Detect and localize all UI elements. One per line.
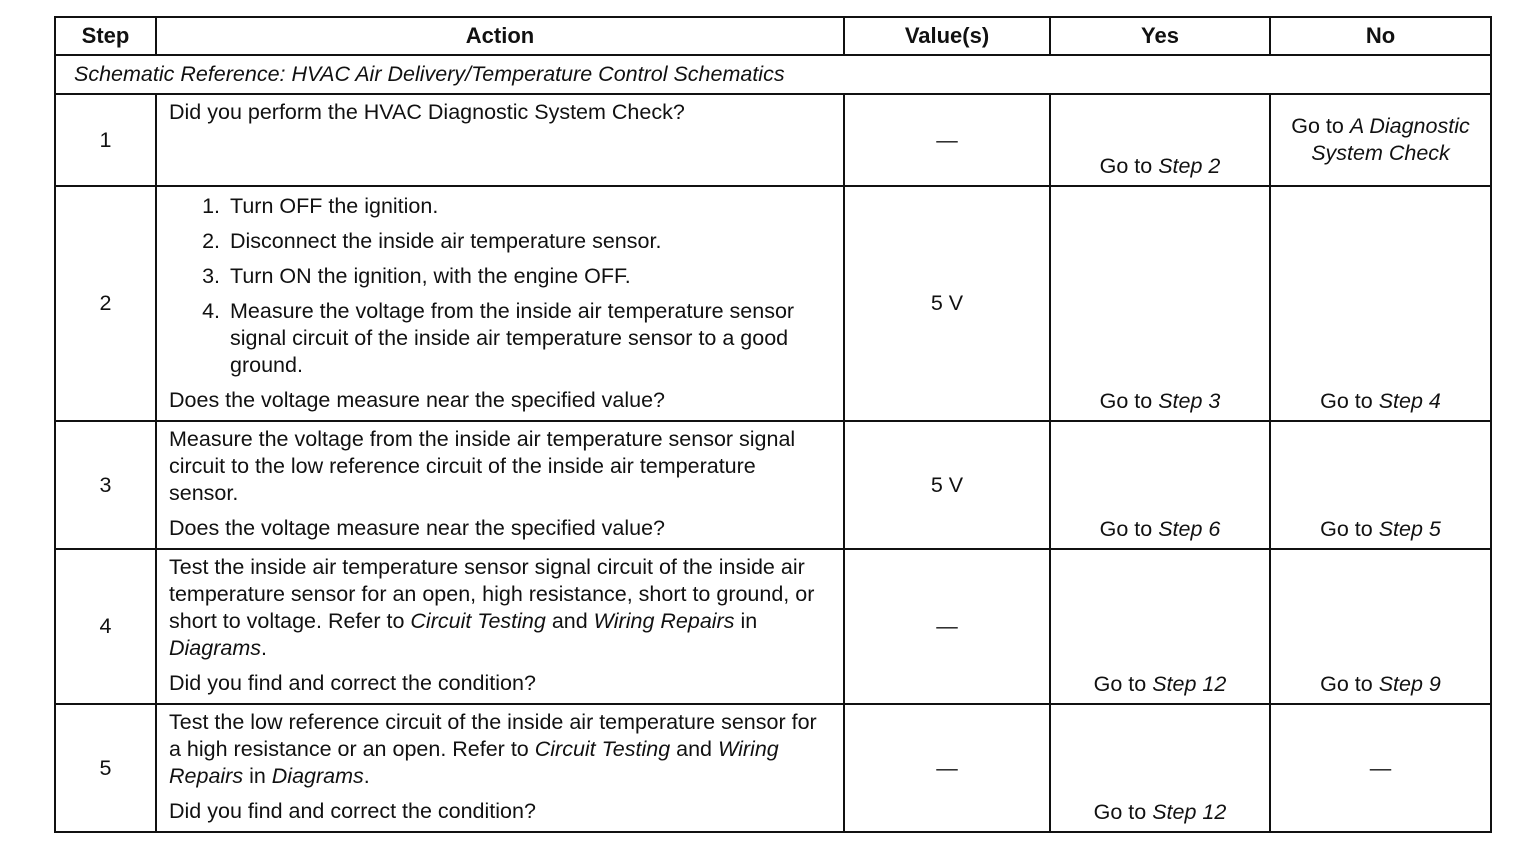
substep: 4. Measure the voltage from the inside air temperature sensor signal circuit of the inside air temperature sensor to a good ground. [226,298,831,379]
question-text: Does the voltage measure near the specified value? [169,388,666,412]
connector-in: in [734,609,758,633]
table-row [55,94,1491,186]
action-cell [156,704,844,832]
connector-and: and [545,609,594,633]
yes-prefix: Go to [1099,517,1159,541]
yes-link[interactable]: Step 12 [1152,672,1227,696]
action-cell [156,549,844,704]
no-cell [1270,186,1491,421]
action-text: Did you perform the HVAC Diagnostic System Check? [169,100,685,124]
yes-prefix: Go to [1093,672,1153,696]
substep: 1. Turn OFF the ignition. [226,193,831,220]
no-prefix: Go to [1320,672,1379,696]
schematic-reference: Schematic Reference: HVAC Air Delivery/Temperature Control Schematics [55,55,1491,94]
step-number: 2 [55,186,156,421]
yes-cell [1050,186,1270,421]
action-text [169,709,831,790]
yes-cell [1050,704,1270,832]
no-prefix: Go to [1320,517,1379,541]
yes-link[interactable]: Step 2 [1158,154,1221,178]
value-cell: — [844,94,1050,186]
no-cell [1270,549,1491,704]
period: . [363,764,370,788]
table-row [55,549,1491,704]
table-row [55,421,1491,549]
action-body: Test the low reference circuit of the inside air temperature sensor for a high resistance or an open. Refer to [169,710,817,761]
header-step: Step [55,17,156,55]
no-link[interactable]: Step 4 [1378,389,1441,413]
header-row [55,17,1491,55]
substep: 3. Turn ON the ignition, with the engine OFF. [226,263,831,290]
connector-in: in [243,764,272,788]
yes-prefix: Go to [1099,154,1159,178]
value-cell: 5 V [844,186,1050,421]
ref-circuit-testing[interactable]: Circuit Testing [410,609,546,633]
period: . [261,636,267,660]
yes-cell [1050,421,1270,549]
substep-list [169,193,831,379]
action-text: Measure the voltage from the inside air temperature sensor signal circuit to the low reference circuit of the inside air temperature sensor. [169,427,796,505]
yes-cell [1050,549,1270,704]
table-row [55,186,1491,421]
ref-wiring-repairs[interactable]: Wiring Repairs [593,609,735,633]
yes-link[interactable]: Step 12 [1152,800,1227,824]
header-yes: Yes [1050,17,1270,55]
yes-cell [1050,94,1270,186]
question-text: Did you find and correct the condition? [169,671,536,695]
value-cell: 5 V [844,421,1050,549]
header-action: Action [156,17,844,55]
no-link[interactable]: Step 9 [1378,672,1441,696]
value-cell: — [844,549,1050,704]
diagnostic-table [54,16,1492,833]
schematic-row [55,55,1491,94]
yes-prefix: Go to [1099,389,1159,413]
no-cell: — [1270,704,1491,832]
no-link[interactable]: A Diagnostic System Check [1311,114,1470,165]
question-text: Did you find and correct the condition? [169,799,536,823]
no-prefix: Go to [1291,114,1350,138]
yes-prefix: Go to [1093,800,1153,824]
no-link[interactable]: Step 5 [1378,517,1441,541]
step-number: 5 [55,704,156,832]
step-number: 4 [55,549,156,704]
table-row [55,704,1491,832]
ref-diagrams[interactable]: Diagrams [169,636,261,660]
header-values: Value(s) [844,17,1050,55]
step-number: 1 [55,94,156,186]
action-body: Test the inside air temperature sensor signal circuit of the inside air temperature sensor for an open, high resistance, short to ground, or short to voltage. Refer to [169,555,815,633]
action-cell [156,186,844,421]
action-text [169,554,831,662]
action-cell [156,94,844,186]
step-number: 3 [55,421,156,549]
header-no: No [1270,17,1491,55]
no-prefix: Go to [1320,389,1379,413]
no-cell [1270,421,1491,549]
no-cell [1270,94,1491,186]
value-cell: — [844,704,1050,832]
yes-link[interactable]: Step 6 [1158,517,1221,541]
action-cell [156,421,844,549]
ref-diagrams[interactable]: Diagrams [271,764,364,788]
ref-circuit-testing[interactable]: Circuit Testing [534,737,671,761]
connector-and: and [670,737,718,761]
yes-link[interactable]: Step 3 [1158,389,1221,413]
question-text: Does the voltage measure near the specified value? [169,516,666,540]
substep: 2. Disconnect the inside air temperature sensor. [226,228,831,255]
ref-wiring-repairs[interactable]: Wiring Repairs [169,737,779,788]
